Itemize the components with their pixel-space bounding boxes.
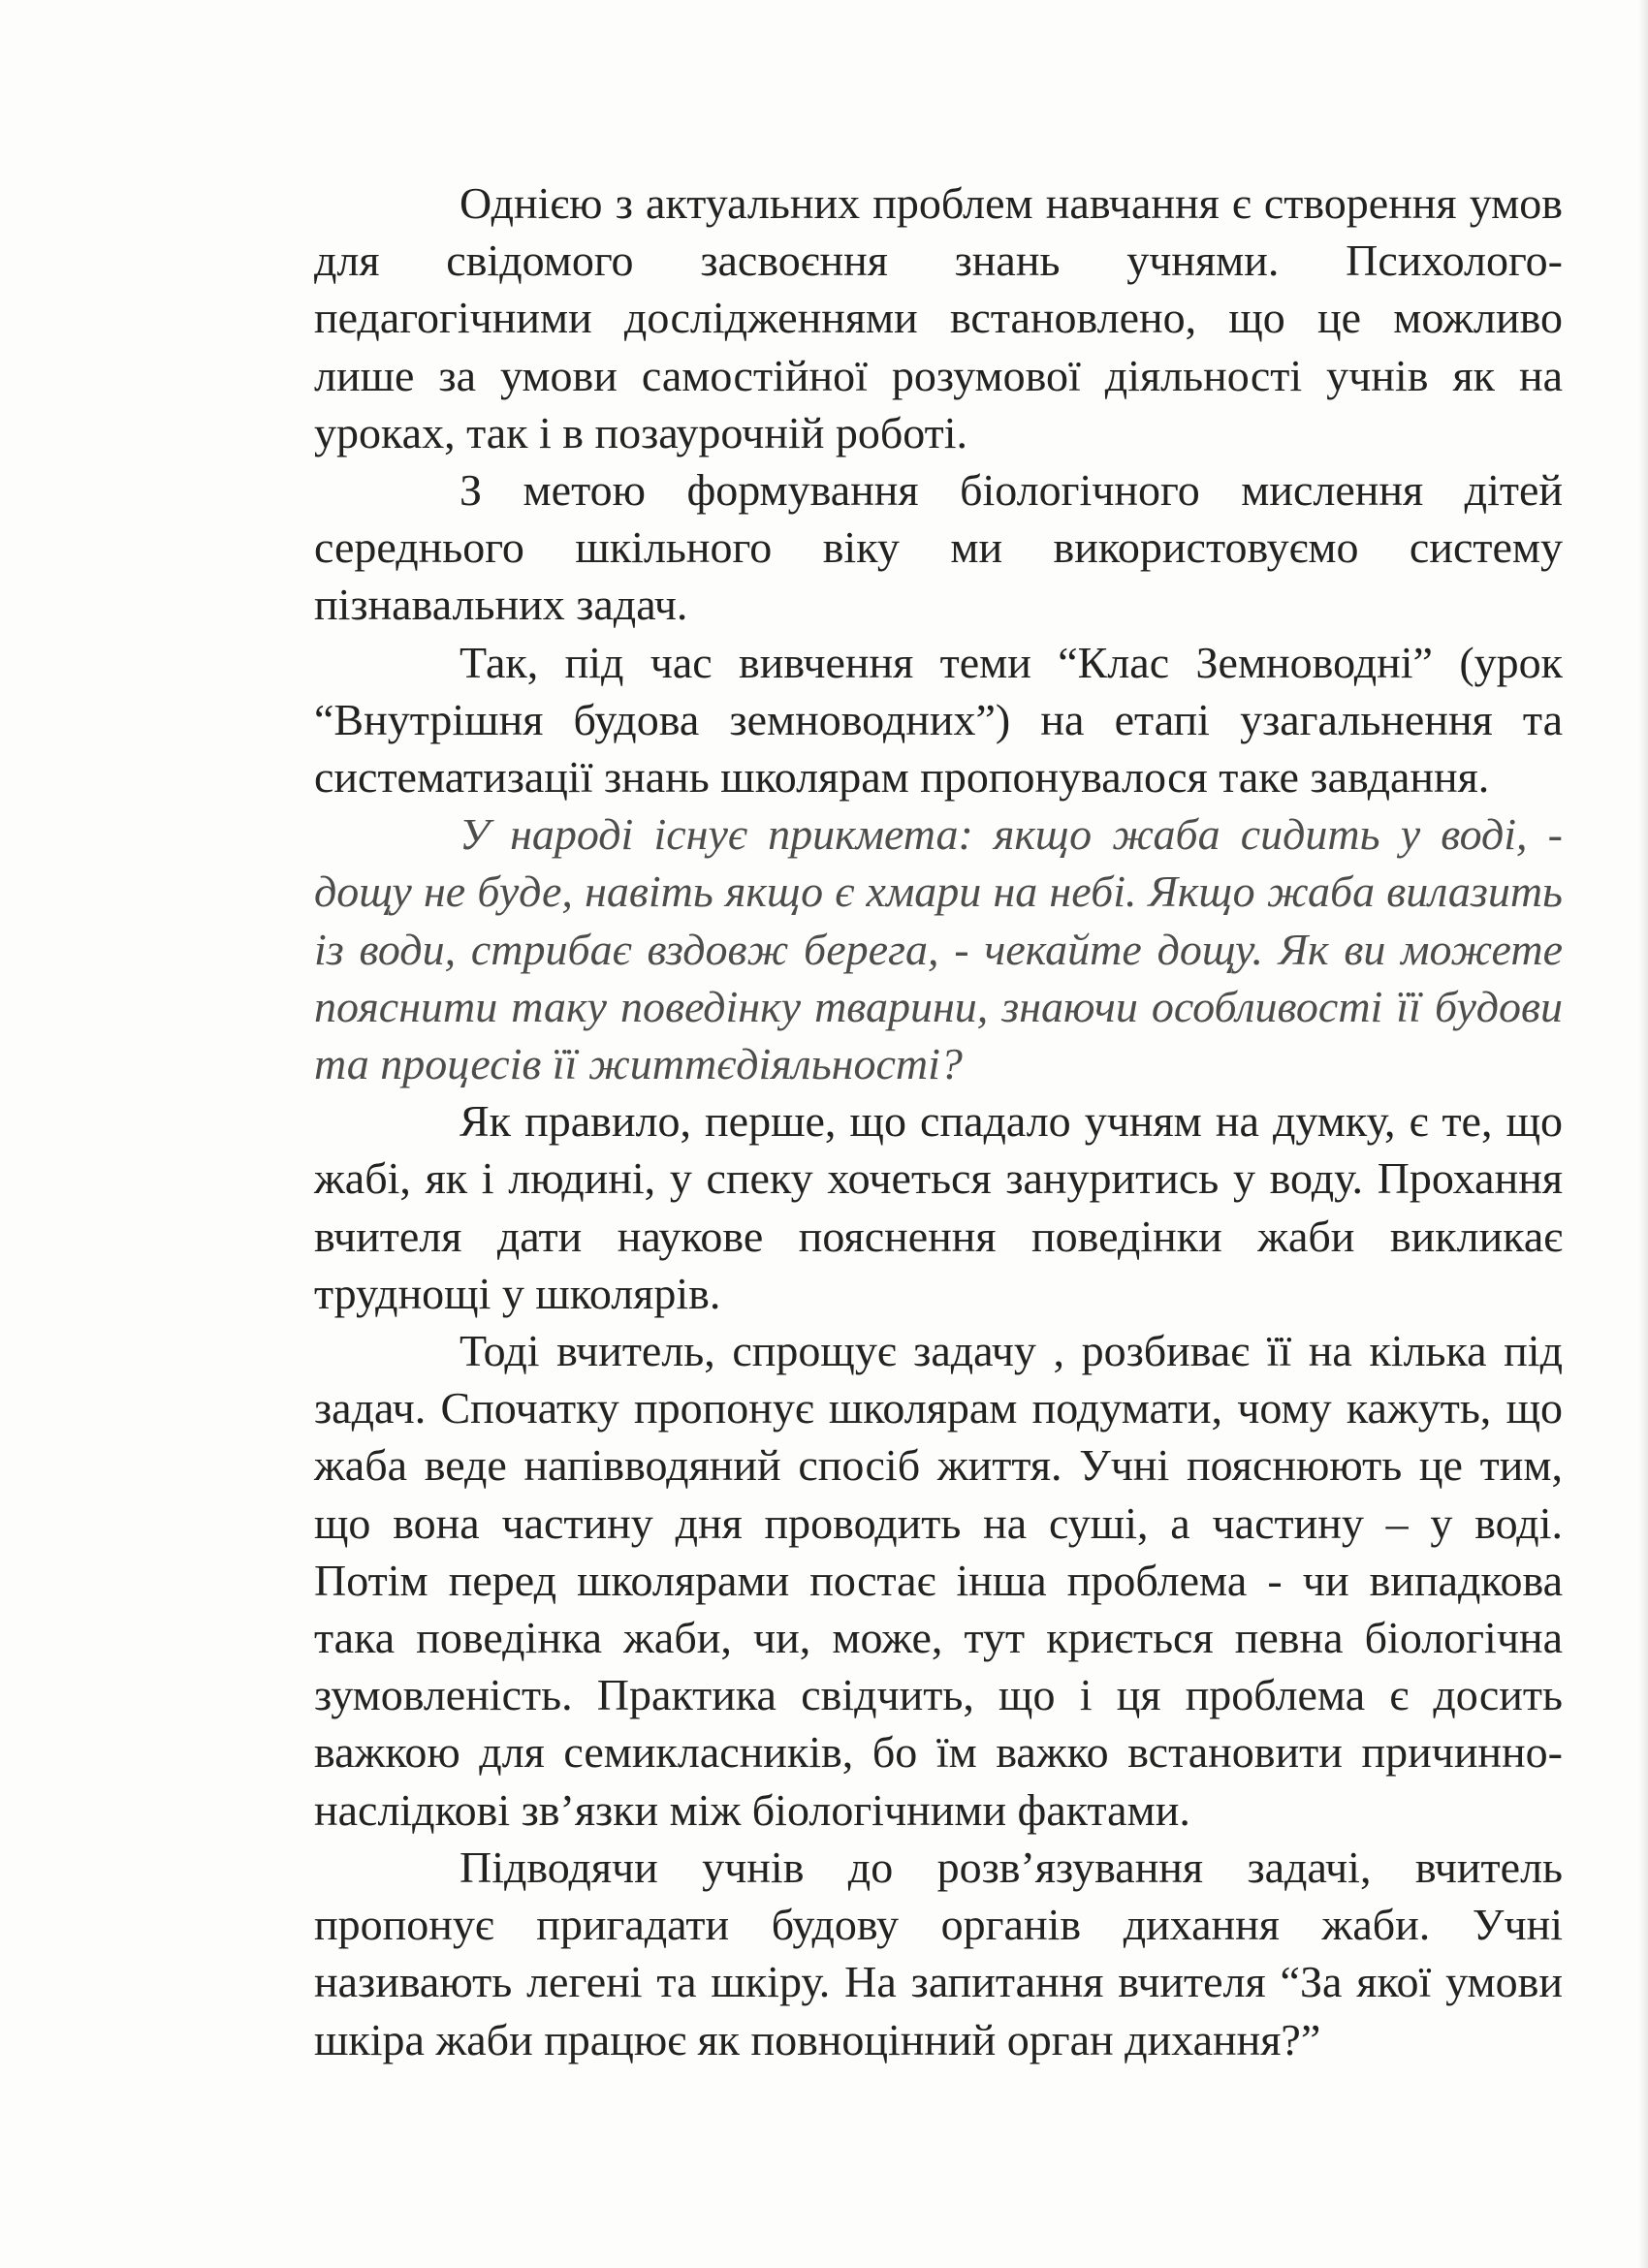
paragraph-cognitive-tasks: З метою формування біологічного мислення дітей середнього шкільного віку ми використовуємо систему пізнавальних задач.: [314, 465, 1563, 630]
document-body: [314, 174, 1563, 2068]
paragraph-learning-problem: Однією з актуальних проблем навчання є створення умов для свідомого засвоєння знань учнями. Психолого-педагогічними дослідженнями встановлено, що це можливо лише за умови самостійної розумової діяльності учнів як на уроках, так і в позаурочній роботі.: [314, 178, 1563, 457]
paragraph-frog-folk-sign-task: У народі існує прикмета: якщо жаба сидить у воді, - дощу не буде, навіть якщо є хмари на небі. Якщо жаба вилазить із води, стрибає вздовж берега, - чекайте дощу. Як ви можете пояснити таку поведінку тварини, знаючи особливості її будови та процесів її життєдіяльності?: [314, 809, 1563, 1089]
paragraph-amphibians-lesson: Так, під час вивчення теми “Клас Земноводні” (урок “Внутрішня будова земноводних”) на етапі узагальнення та систематизації знань школярам пропонувалося таке завдання.: [314, 637, 1563, 803]
paragraph-subtasks: Тоді вчитель, спрощує задачу , розбиває її на кілька під задач. Спочатку пропонує школярам подумати, чому кажуть, що жаба веде напівводяний спосіб життя. Учні пояснюють це тим, що вона частину дня проводить на суші, а частину – у воді. Потім перед школярами постає інша проблема - чи випадкова така поведінка жаби, чи, може, тут криється певна біологічна зумовленість. Практика свідчить, що і ця проблема є досить важкою для семикласників, бо їм важко встановити причинно-наслідкові зв’язки між біологічними фактами.: [314, 1326, 1563, 1835]
paragraph-student-first-reaction: Як правило, перше, що спадало учням на думку, є те, що жабі, як і людині, у спеку хочеться зануритись у воду. Прохання вчителя дати наукове пояснення поведінки жаби викликає труднощі у школярів.: [314, 1096, 1563, 1318]
paragraph-respiratory-organs: Підводячи учнів до розв’язування задачі, вчитель пропонує пригадати будову органів дихання жаби. Учні називають легені та шкіру. На запитання вчителя “За якої умови шкіра жаби працює як повноцінний орган дихання?”: [314, 1842, 1563, 2064]
scan-edge-shadow: [1638, 0, 1648, 2268]
